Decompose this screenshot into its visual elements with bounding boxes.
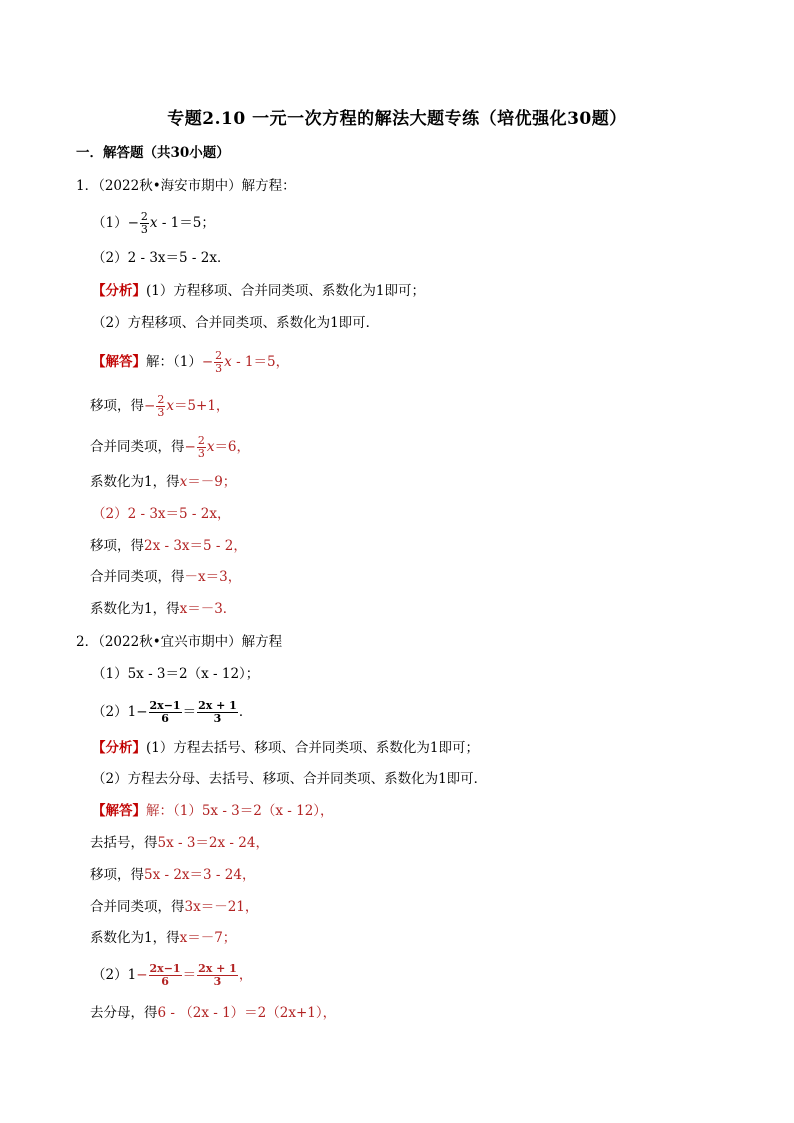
q2-analysis-1: 【分析】(1）方程去括号、移项、合并同类项、系数化为1即可； [92,740,479,756]
q1-step-5: 移项，得2x - 3x＝5 - 2， [90,538,247,554]
q2-step-3: 合并同类项，得3x＝－21， [90,899,259,915]
q2-step-5: （2）1− $\frac{2x-1}{6}$ ＝ $\frac{2x + 1}{3}$ ， [92,962,253,988]
q1-step-4: （2）2 - 3x＝5 - 2x， [92,506,231,522]
q1-analysis-1: 【分析】(1）方程移项、合并同类项、系数化为1即可； [92,283,425,299]
q2-heading: 2．（2022秋•宜兴市期中）解方程 [76,634,283,650]
q2-part1: （1）5x - 3＝2（x - 12）； [92,666,260,682]
q1-part2: （2）2 - 3x＝5 - 2x． [92,250,231,266]
document-title: 专题2.10 一元一次方程的解法大题专练（培优强化30题） [167,109,627,129]
q1-heading: 1．（2022秋•海安市期中）解方程： [76,178,296,194]
q1-step-6: 合并同类项，得－x＝3， [90,569,242,585]
q1-step-3: 系数化为1，得x＝－9； [90,474,237,490]
section-heading: 一．解答题（共30小题） [76,145,230,161]
q1-solution-start: 【解答】解：（1）− $\frac{2}{3}$ x - 1＝5， [92,349,290,375]
q2-solution-start: 【解答】解：（1）5x - 3＝2（x - 12）， [92,803,334,819]
q1-analysis-2: （2）方程移项、合并同类项、系数化为1即可． [92,315,380,331]
q1-part1: （1）− $\frac{2}{3}$ x - 1＝5； [92,210,215,236]
q2-analysis-2: （2）方程去分母、去括号、移项、合并同类项、系数化为1即可． [92,771,488,787]
q1-fraction: $\frac{2}{3}$ [140,210,148,236]
q1-step-7: 系数化为1，得x＝－3． [90,601,237,617]
q2-step-2: 移项，得5x - 2x＝3 - 24， [90,867,256,883]
q2-step-6: 去分母，得6 - （2x - 1）＝2（2x+1）， [90,1005,337,1021]
q2-step-1: 去括号，得5x - 3＝2x - 24， [90,835,269,851]
q1-step-2: 合并同类项，得− $\frac{2}{3}$ x＝6， [90,434,251,460]
q1-step-1: 移项，得− $\frac{2}{3}$ x＝5+1， [90,393,230,419]
q2-part2: （2）1− $\frac{2x-1}{6}$ ＝ $\frac{2x + 1}{3}$ ． [92,699,253,725]
q2-step-4: 系数化为1，得x＝－7； [90,930,237,946]
